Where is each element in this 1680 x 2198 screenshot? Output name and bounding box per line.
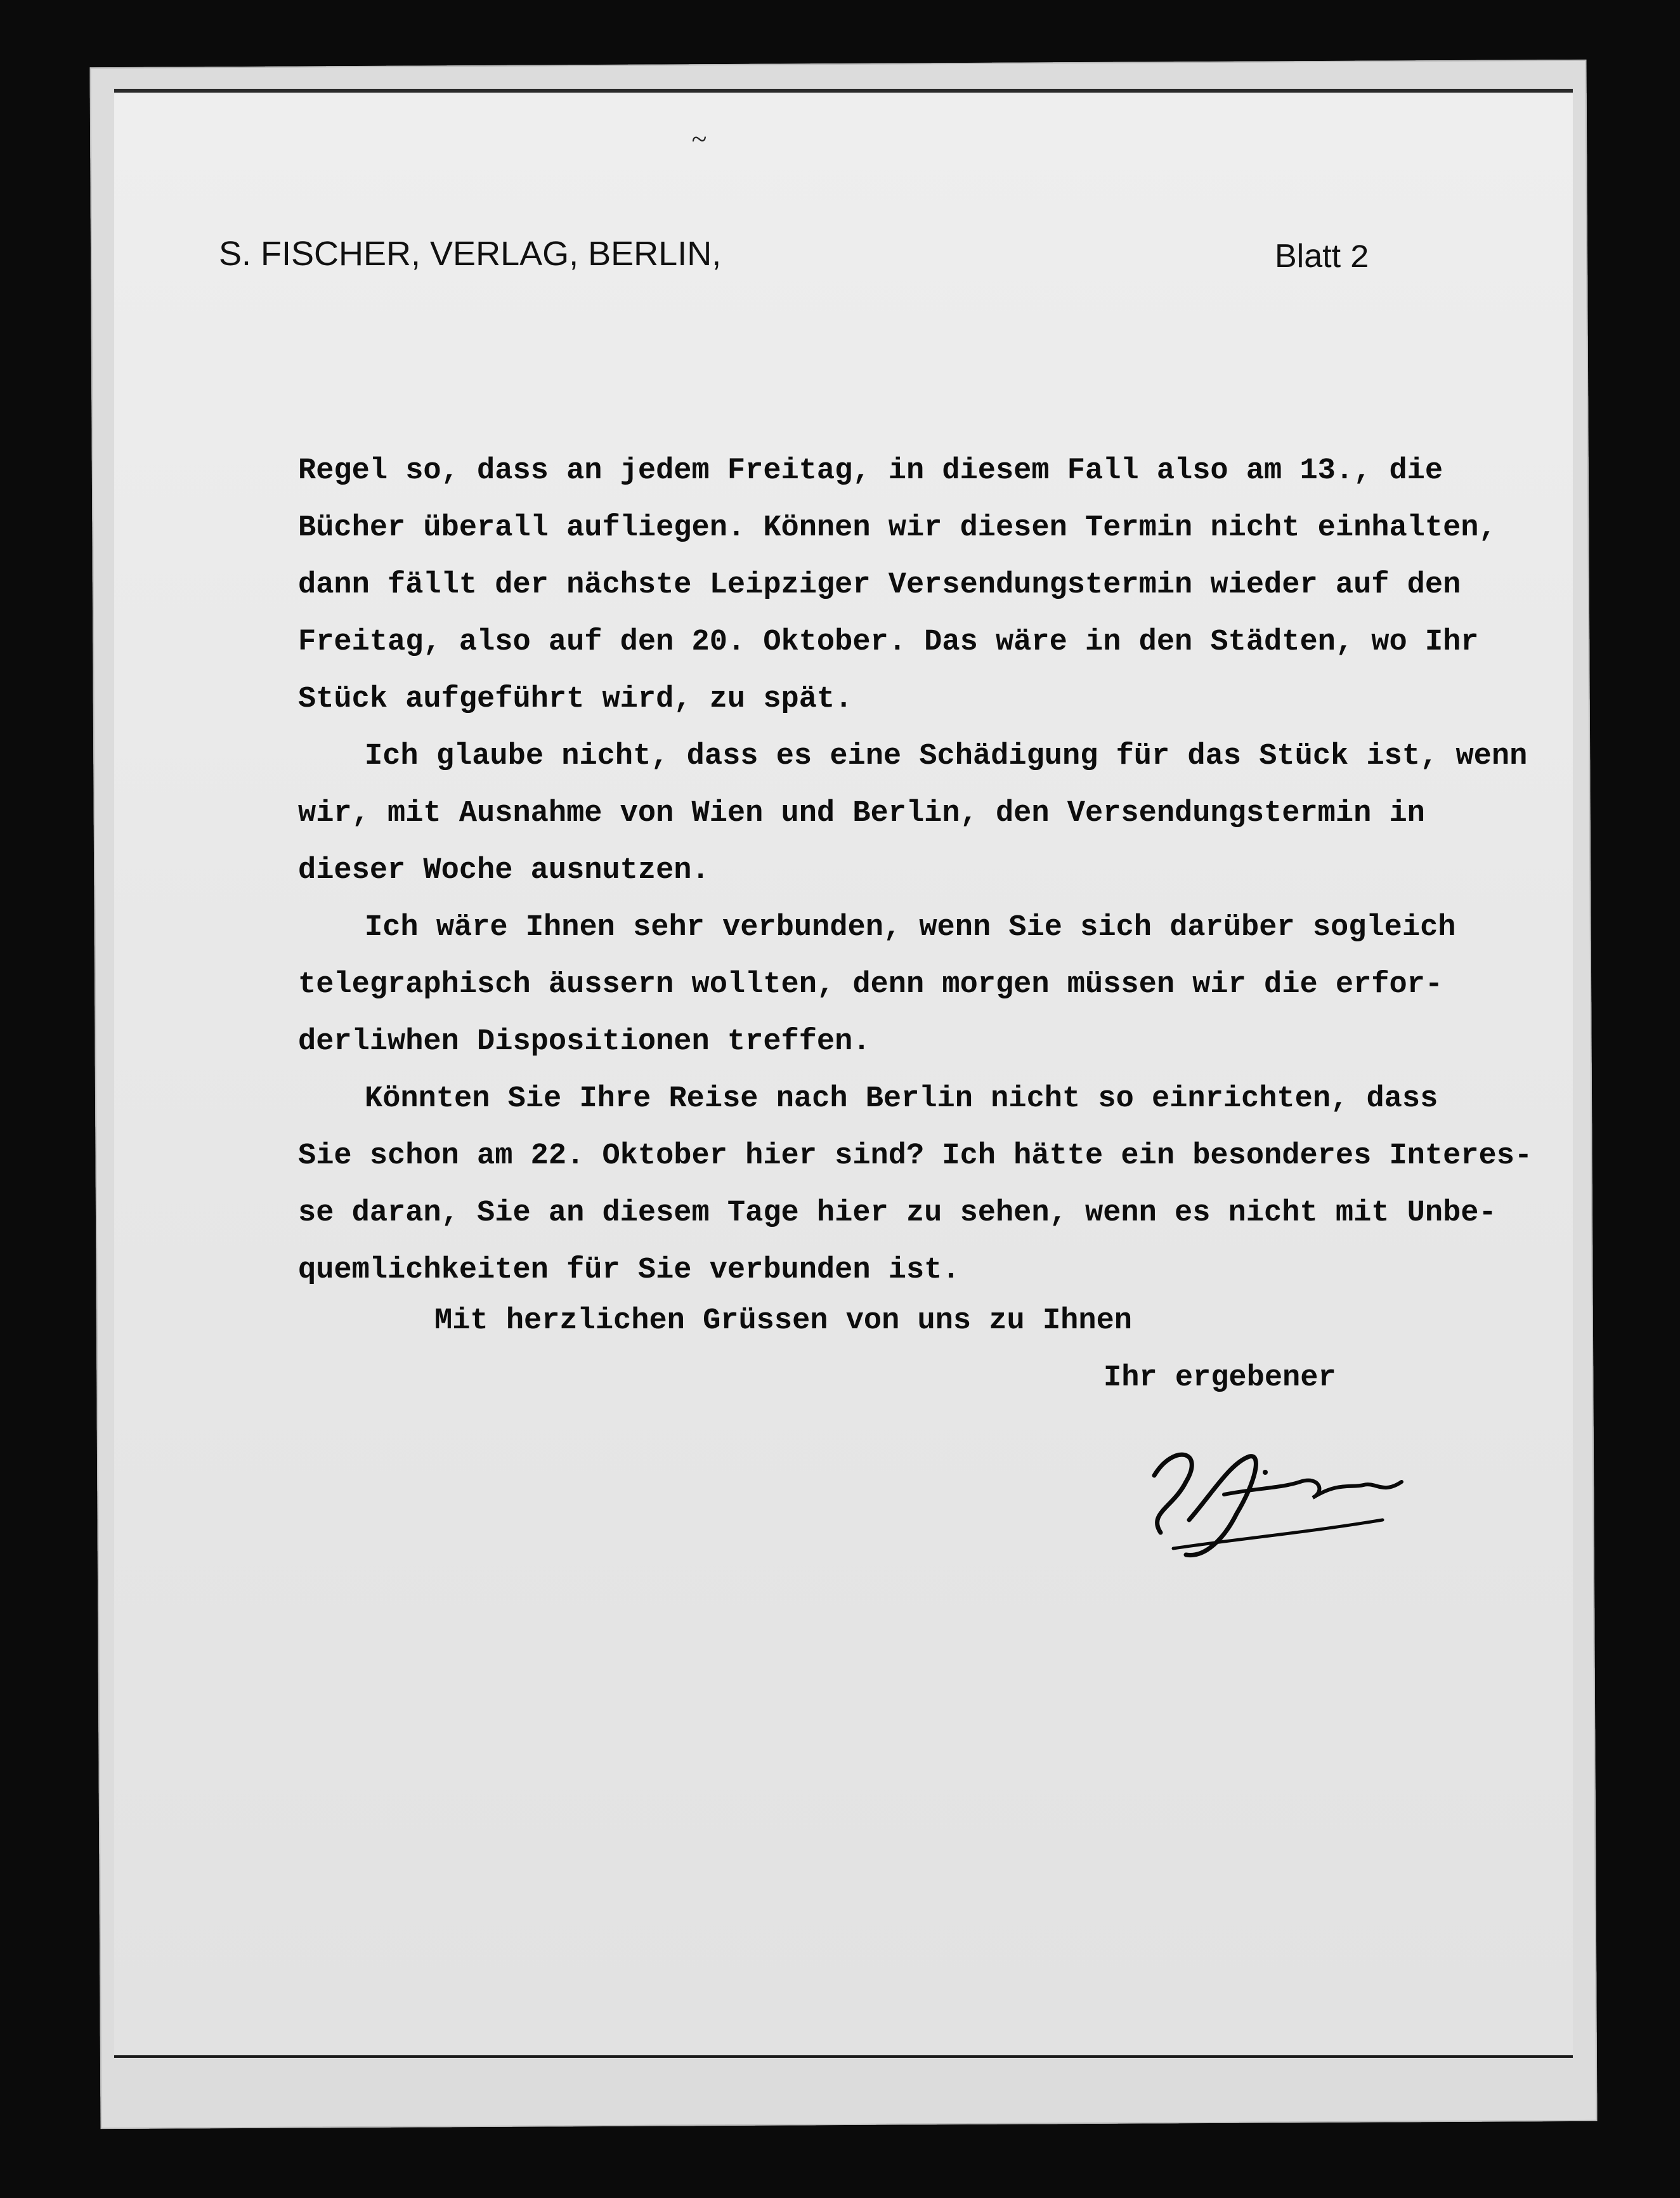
body-line: Regel so, dass an jedem Freitag, in diesem Fall also am 13., die (298, 454, 1443, 488)
archive-mark: ~ (691, 124, 707, 155)
body-line: Stück aufgeführt wird, zu spät. (298, 683, 853, 716)
closing-line: Ihr ergebener (1104, 1361, 1336, 1395)
body-line: se daran, Sie an diesem Tage hier zu sehen, wenn es nicht mit Unbe- (298, 1196, 1497, 1230)
body-line: Könnten Sie Ihre Reise nach Berlin nicht so einrichten, dass (365, 1082, 1438, 1116)
body-line: dann fällt der nächste Leipziger Versendungstermin wieder auf den (298, 568, 1461, 602)
body-line: Freitag, also auf den 20. Oktober. Das wäre in den Städten, wo Ihr (298, 625, 1479, 659)
page-number: 2 (1350, 240, 1370, 277)
letterhead: S. FISCHER, VERLAG, BERLIN, (219, 235, 722, 273)
signature-image (1129, 1437, 1427, 1564)
body-line: dieser Woche ausnutzen. (298, 854, 710, 887)
body-line: derliwhen Dispositionen treffen. (298, 1025, 871, 1059)
sheet-edge (114, 2055, 1573, 2058)
body-line: Bücher überall aufliegen. Können wir diesen Termin nicht einhalten, (298, 511, 1497, 545)
page-label (1275, 237, 1369, 277)
body-line: telegraphisch äussern wollten, denn morgen müssen wir die erfor- (298, 968, 1443, 1002)
page-label-text: Blatt (1275, 238, 1341, 275)
closing-line: Mit herzlichen Grüssen von uns zu Ihnen (434, 1304, 1132, 1338)
body-line: Ich wäre Ihnen sehr verbunden, wenn Sie sich darüber sogleich (365, 911, 1456, 945)
body-line: Ich glaube nicht, dass es eine Schädigung für das Stück ist, wenn (365, 740, 1528, 773)
body-line: quemlichkeiten für Sie verbunden ist. (298, 1253, 960, 1287)
letter-sheet (114, 89, 1573, 2059)
body-line: Sie schon am 22. Oktober hier sind? Ich hätte ein besonderes Interes- (298, 1139, 1533, 1173)
body-line: wir, mit Ausnahme von Wien und Berlin, den Versendungstermin in (298, 797, 1425, 830)
